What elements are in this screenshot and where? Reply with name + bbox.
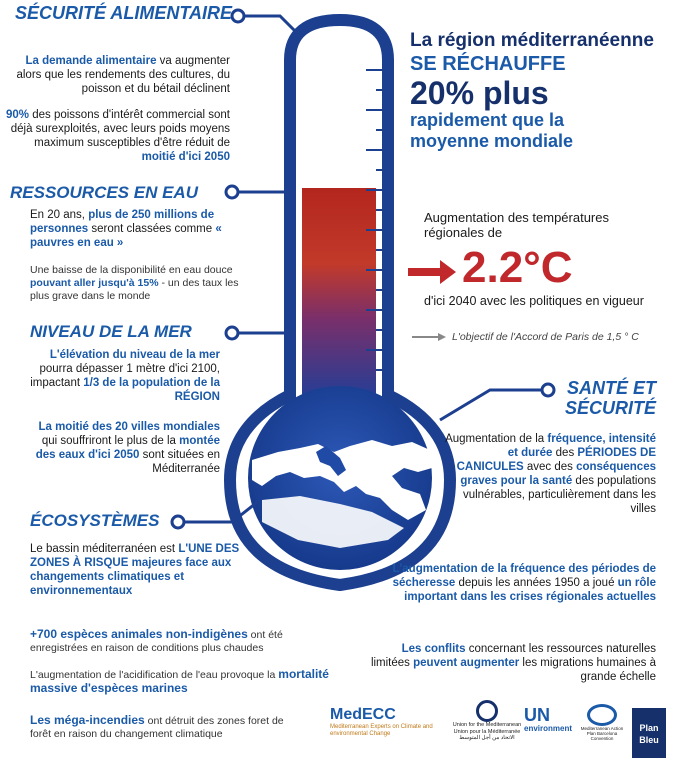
- medecc-logo: MedECC Mediterranean Experts on Climate and environmental Change: [330, 706, 433, 737]
- temp-value: 2.2°C: [462, 243, 573, 292]
- sea-level-p2: La moitié des 20 villes mondiales qui souffriront le plus de la montée des eaux d'ici 2050 sont situées en Méditerranée: [35, 421, 220, 475]
- health-title-1: SANTÉ ET: [566, 378, 656, 398]
- ufm-logo: Union for the Mediterranean Union pour la Méditerranée الاتحاد من أجل المتوسط: [452, 700, 522, 742]
- food-security-section: [0, 4, 232, 23]
- water-p2: Une baisse de la disponibilité en eau douce pouvant aller jusqu'à 15% - un des taux les plus grave dans le monde: [30, 264, 239, 302]
- health-p1: Augmentation de la fréquence, intensité et durée des PÉRIODES DE CANICULES avec des conséquences graves pour la santé des populations vulnérables, particulièrement dans les villes: [445, 433, 656, 515]
- health-p2: L'augmentation de la fréquence des périodes de sécheresse depuis les années 1950 a joué un rôle important dans les crises régionales actuelles: [392, 563, 656, 603]
- connector-food: [238, 16, 298, 34]
- health-p3: Les conflits concernant les ressources naturelles limitées peuvent augmenter les migrations humaines à grande échelle: [370, 643, 656, 683]
- health-section: [520, 378, 656, 418]
- sea-level-p1: L'élévation du niveau de la mer pourra dépasser 1 mètre d'ici 2100, impactant 1/3 de la population de la RÉGION: [30, 349, 220, 403]
- red-arrow-icon: [408, 260, 456, 284]
- headline: [410, 30, 660, 152]
- water-section: [10, 184, 230, 202]
- ecosystems-p3: L'augmentation de l'acidification de l'eau provoque la mortalité massive d'espèces marines: [30, 667, 329, 695]
- temp-outro: d'ici 2040 avec les politiques en vigueur: [424, 294, 644, 308]
- health-title-2: SÉCURITÉ: [564, 398, 656, 418]
- food-security-title: SÉCURITÉ ALIMENTAIRE: [14, 3, 232, 23]
- sea-level-section: [30, 323, 230, 341]
- grey-arrow-icon: [438, 333, 446, 341]
- headline-l4: rapidement que la moyenne mondiale: [410, 110, 574, 151]
- map-logo: Mediterranean Action Plan Barcelona Convention: [578, 704, 626, 741]
- food-security-p2: 90% des poissons d'intérêt commercial sont déjà surexploités, avec leurs poids moyens maximum susceptibles d'être réduit de moitié d'ici 2050: [5, 109, 230, 163]
- thermometer-mercury: [302, 188, 376, 405]
- temp-intro: Augmentation des températures régionales de: [424, 210, 609, 240]
- food-security-p1: La demande alimentaire va augmenter alors que les rendements des cultures, du poisson et du bétail déclinent: [16, 55, 230, 95]
- plan-bleu-logo: Plan Bleu: [632, 708, 666, 758]
- water-p1: En 20 ans, plus de 250 millions de personnes seront classées comme « pauvres en eau »: [30, 209, 222, 249]
- water-title: RESSOURCES EN EAU: [10, 183, 198, 202]
- sea-level-title: NIVEAU DE LA MER: [30, 322, 192, 341]
- ecosystems-title: ÉCOSYSTÈMES: [30, 511, 160, 530]
- ecosystems-section: [30, 512, 180, 530]
- paris-goal: L'objectif de l'Accord de Paris de 1,5 ° C: [452, 331, 639, 343]
- map-emblem-icon: [587, 704, 617, 726]
- ecosystems-p4: Les méga-incendies ont détruit des zones foret de forêt en raison du changement climatique: [30, 713, 284, 740]
- ecosystems-p1: Le bassin méditerranéen est L'UNE DES ZONES À RISQUE majeures face aux changements climatiques et environnementaux: [30, 543, 240, 597]
- headline-l1: La région méditerranéenne: [410, 30, 654, 51]
- headline-l2: SE RÉCHAUFFE: [410, 53, 566, 75]
- ecosystems-p2: +700 espèces animales non-indigènes ont été enregistrées en raison de conditions plus chaudes: [30, 627, 283, 654]
- un-environment-logo: UN environment: [524, 705, 573, 733]
- ufm-emblem-icon: [476, 700, 498, 722]
- headline-l3: 20% plus: [410, 75, 549, 111]
